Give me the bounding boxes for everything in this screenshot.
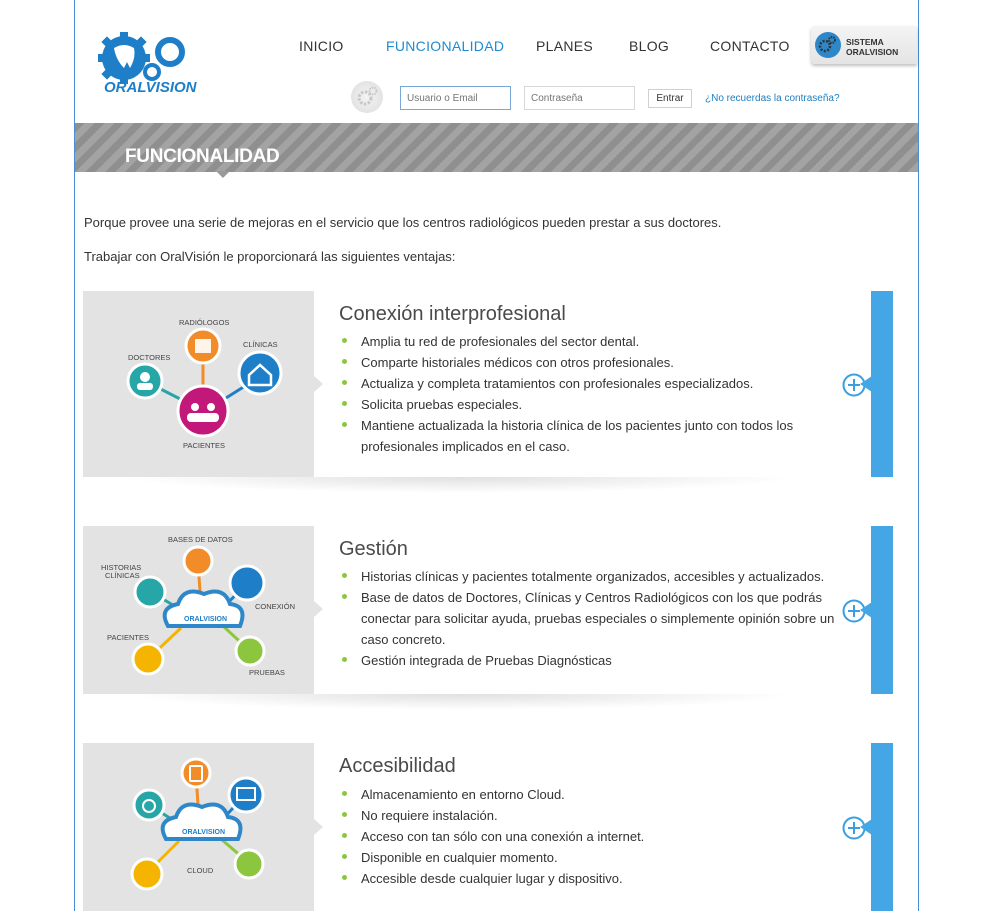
feature-bullets — [339, 566, 839, 671]
label-bases-de-datos: BASES DE DATOS — [168, 535, 233, 544]
label-clinicas: CLÍNICAS — [243, 340, 278, 349]
expand-bar[interactable] — [871, 291, 893, 477]
feature-title: Accesibilidad — [339, 755, 456, 777]
feature-card-gestion — [83, 526, 893, 694]
logo-text: ORALVISION — [104, 79, 197, 96]
bullet-item: No requiere instalación. — [339, 805, 839, 826]
page-title: FUNCIONALIDAD — [125, 146, 280, 167]
feature-bullets — [339, 331, 839, 457]
bullet-item: Accesible desde cualquier lugar y dispositivo. — [339, 868, 839, 889]
feature-title: Gestión — [339, 538, 408, 560]
bullet-item: Solicita pruebas especiales. — [339, 394, 839, 415]
nav-funcionalidad[interactable]: FUNCIONALIDAD — [386, 38, 505, 54]
card-shadow — [120, 694, 800, 710]
gear-icon — [814, 31, 842, 59]
bullet-item: Actualiza y completa tratamientos con profesionales especializados. — [339, 373, 839, 394]
bullet-item: Base de datos de Doctores, Clínicas y Centros Radiológicos con los que podrás conectar para solicitar ayuda, pruebas especiales o simplemente opinión sobre un caso concreto. — [339, 587, 839, 650]
nav-inicio[interactable]: INICIO — [299, 38, 344, 54]
band-notch — [216, 171, 230, 178]
label-conexion: CONEXIÓN — [255, 602, 296, 611]
feature-illustration — [83, 526, 314, 694]
card-shadow — [120, 477, 800, 493]
feature-illustration — [83, 291, 314, 477]
illustration-pointer — [314, 376, 323, 392]
feature-bullets — [339, 784, 839, 889]
label-historias: HISTORIAS — [101, 563, 142, 572]
username-input[interactable] — [400, 86, 511, 110]
label-pacientes: PACIENTES — [107, 633, 149, 642]
label-pruebas: PRUEBAS — [249, 668, 285, 677]
bullet-item: Amplia tu red de profesionales del sector dental. — [339, 331, 839, 352]
label-clinicas: CLÍNICAS — [105, 571, 140, 580]
bullet-item: Comparte historiales médicos con otros profesionales. — [339, 352, 839, 373]
nav-planes[interactable]: PLANES — [536, 38, 594, 54]
bullet-item: Gestión integrada de Pruebas Diagnósticas — [339, 650, 839, 671]
intro-text-1: Porque provee una serie de mejoras en el servicio que los centros radiológicos pueden prestar a sus doctores. — [84, 215, 722, 230]
bullet-item: Historias clínicas y pacientes totalmente organizados, accesibles y actualizados. — [339, 566, 839, 587]
bullet-item: Almacenamiento en entorno Cloud. — [339, 784, 839, 805]
label-radiologos: RADIÓLOGOS — [179, 318, 230, 327]
intro-text-2: Trabajar con OralVisión le proporcionará las siguientes ventajas: — [84, 249, 456, 264]
feature-card-accesibilidad — [83, 743, 893, 911]
sistema-label: SISTEMA ORALVISION — [846, 37, 899, 57]
password-input[interactable] — [524, 86, 635, 110]
bullet-item: Disponible en cualquier momento. — [339, 847, 839, 868]
illustration-pointer — [314, 819, 323, 835]
cloud-logo-text: ORALVISION — [182, 829, 226, 836]
login-button[interactable]: Entrar — [648, 89, 692, 108]
nav-contacto[interactable]: CONTACTO — [710, 38, 790, 54]
cloud-logo-text: ORALVISION — [184, 616, 228, 623]
label-doctores: DOCTORES — [128, 353, 171, 362]
forgot-password-link[interactable]: ¿No recuerdas la contraseña? — [705, 93, 840, 104]
gear-login-icon — [351, 81, 383, 113]
feature-title: Conexión interprofesional — [339, 303, 566, 325]
illustration-pointer — [314, 601, 323, 617]
feature-illustration — [83, 743, 314, 911]
sistema-oralvision-button[interactable] — [811, 26, 917, 64]
label-cloud: CLOUD — [187, 866, 214, 875]
expand-bar[interactable] — [871, 526, 893, 694]
expand-bar[interactable] — [871, 743, 893, 911]
label-pacientes: PACIENTES — [183, 441, 225, 450]
feature-card-conexion — [83, 291, 893, 477]
bullet-item: Acceso con tan sólo con una conexión a internet. — [339, 826, 839, 847]
bullet-item: Mantiene actualizada la historia clínica de los pacientes junto con todos los profesionales implicados en el caso. — [339, 415, 839, 457]
nav-blog[interactable]: BLOG — [629, 38, 670, 54]
